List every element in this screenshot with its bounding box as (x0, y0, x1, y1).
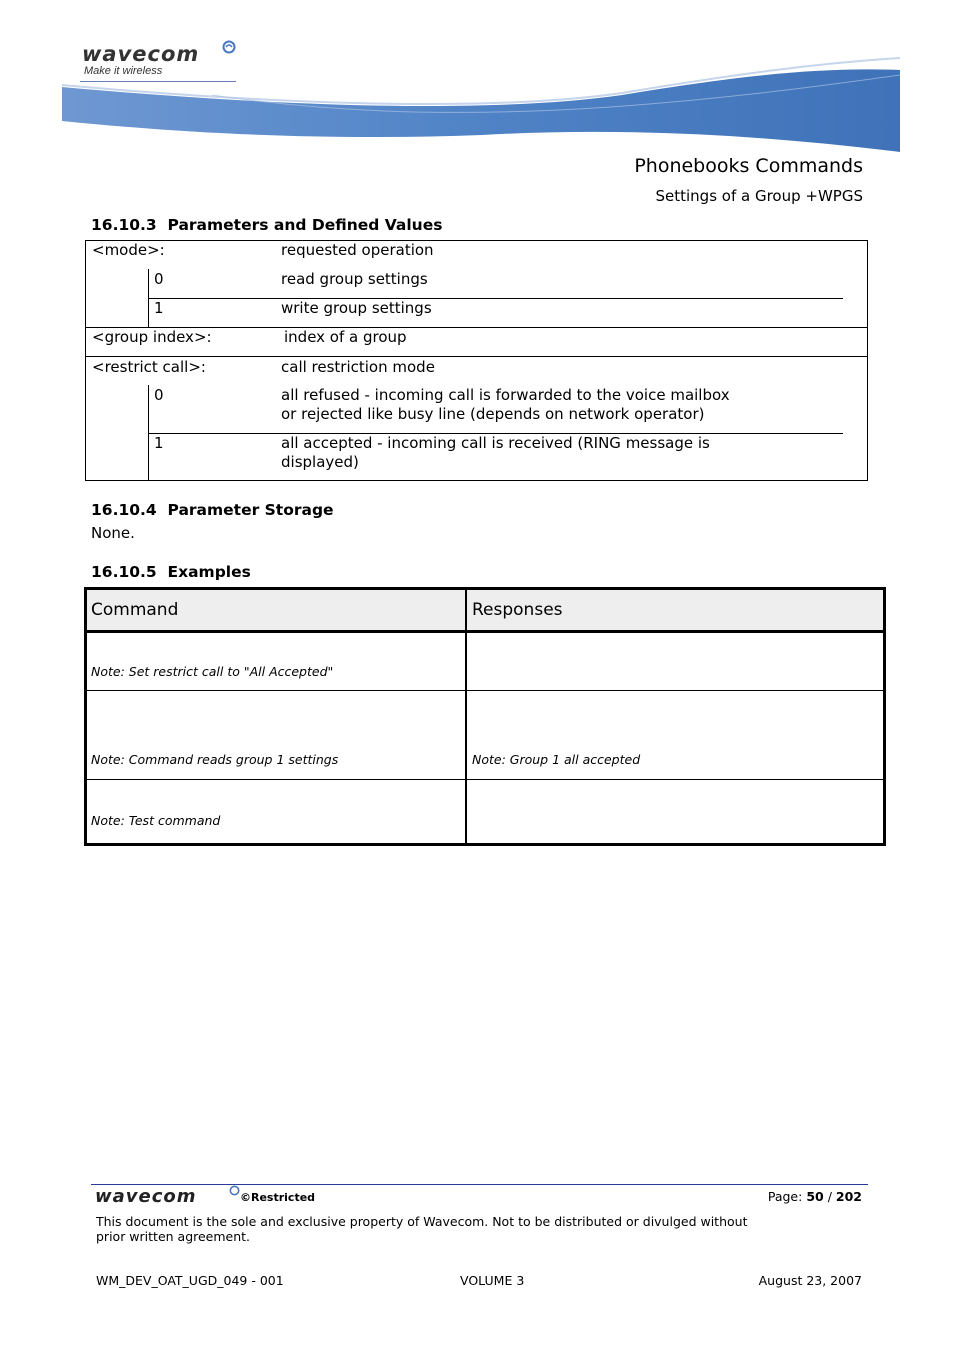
param-value-desc: write group settings (281, 299, 432, 317)
footer-rule (91, 1184, 868, 1185)
footer-notice-line1: This document is the sole and exclusive property of Wavecom. Not to be distributed or divulged without (96, 1214, 748, 1229)
section-number: 16.10.3 (91, 216, 157, 234)
section-title: Parameter Storage (167, 501, 334, 519)
footer-date: August 23, 2007 (758, 1273, 862, 1288)
param-value: 0 (154, 386, 164, 404)
param-value-desc: or rejected like busy line (depends on network operator) (281, 405, 705, 423)
command-note: Note: Set restrict call to "All Accepted" (91, 664, 334, 679)
header-wave-banner (62, 55, 900, 155)
footer-notice-line2: prior written agreement. (96, 1229, 251, 1244)
wavecom-logo: wavecom (82, 42, 200, 66)
page-header-subtitle: Settings of a Group +WPGS (655, 187, 863, 205)
param-value-desc: displayed) (281, 453, 359, 471)
section-number: 16.10.4 (91, 501, 157, 519)
param-name-restrict-call: <restrict call>: (92, 358, 206, 376)
footer-wavecom-logo: wavecom (95, 1186, 197, 1207)
logo-tagline: Make it wireless (84, 65, 163, 77)
section-heading-examples (91, 563, 251, 581)
page-header-title: Phonebooks Commands (634, 155, 863, 177)
footer-volume: VOLUME 3 (460, 1273, 525, 1288)
param-name-mode: <mode>: (92, 241, 165, 259)
table-divider (87, 690, 883, 691)
param-value-desc: all refused - incoming call is forwarded to the voice mailbox (281, 386, 730, 404)
param-value: 0 (154, 270, 164, 288)
param-value-desc: read group settings (281, 270, 428, 288)
page-total: 202 (835, 1189, 862, 1204)
section-number: 16.10.5 (91, 563, 157, 581)
column-header-responses: Responses (472, 600, 563, 620)
table-divider (465, 590, 467, 843)
footer-doc-id: WM_DEV_OAT_UGD_049 - 001 (96, 1273, 284, 1288)
logo-swirl-icon (222, 40, 236, 54)
param-value-desc: all accepted - incoming call is received (RING message is (281, 434, 710, 452)
table-divider (148, 298, 843, 299)
page-separator: / (827, 1189, 832, 1204)
table-divider (87, 630, 883, 633)
footer-restricted: ©Restricted (240, 1191, 316, 1204)
storage-body: None. (91, 524, 135, 542)
section-title: Parameters and Defined Values (167, 216, 443, 234)
command-note: Note: Test command (91, 813, 221, 828)
section-title: Examples (167, 563, 251, 581)
param-name-group-index: <group index>: (92, 328, 212, 346)
footer-logo-swirl-icon (229, 1185, 240, 1196)
param-value: 1 (154, 299, 164, 317)
response-note: Note: Group 1 all accepted (472, 752, 641, 767)
page-label: Page: (767, 1189, 803, 1204)
column-header-command: Command (91, 600, 179, 620)
param-desc-mode: requested operation (281, 241, 434, 259)
footer-page-number (768, 1189, 862, 1204)
section-heading-storage (91, 501, 334, 519)
section-heading-params (91, 216, 442, 234)
param-desc-restrict-call: call restriction mode (281, 358, 435, 376)
table-divider (87, 779, 883, 780)
page-current: 50 (806, 1189, 824, 1204)
command-note: Note: Command reads group 1 settings (91, 752, 339, 767)
examples-table (84, 587, 886, 846)
param-desc-group-index: index of a group (284, 328, 407, 346)
table-divider (85, 356, 868, 357)
param-value: 1 (154, 434, 164, 452)
